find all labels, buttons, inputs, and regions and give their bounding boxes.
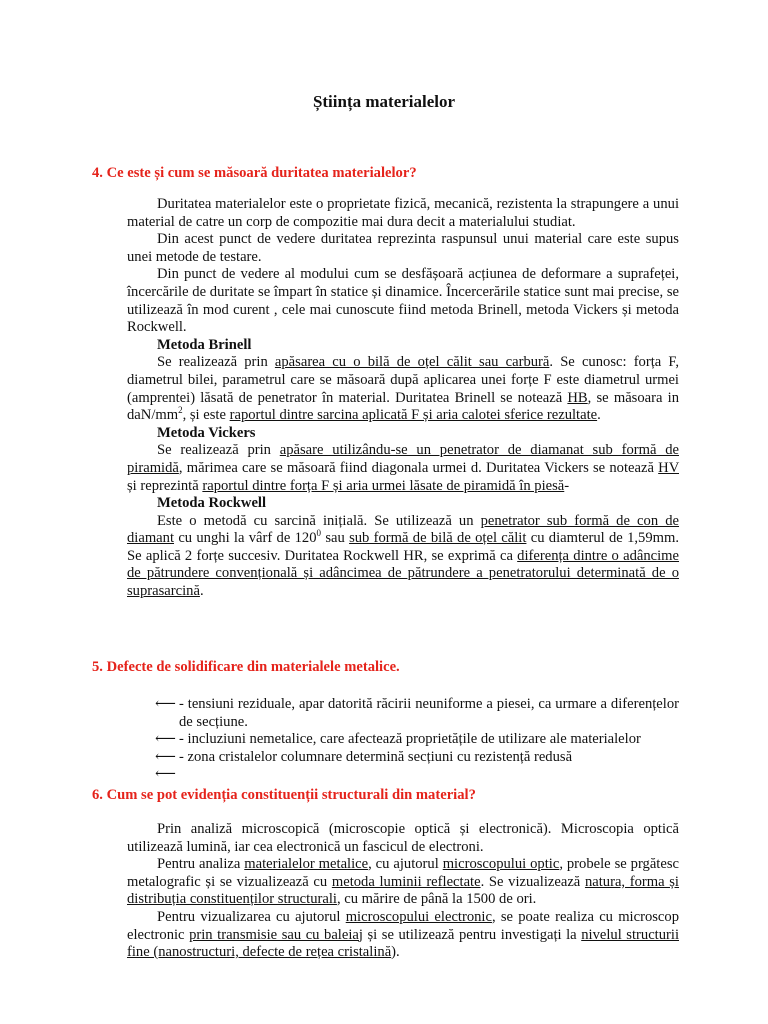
- section-4-body: [127, 196, 679, 601]
- left-arrow-icon: ⟵: [155, 748, 176, 765]
- paragraph: Din acest punct de vedere duritatea reprezinta raspunsul unui material care este supus unei metode de testare.: [127, 231, 679, 265]
- left-arrow-icon: ⟵: [155, 696, 176, 712]
- brinell-paragraph: Se realizează prin apăsarea cu o bilă de oțel călit sau carbură. Se cunosc: forța F, diametrul bilei, parametrul care se măsoară după aplicarea unei forțe F este diametrul urmei (amprentei) lăsată de penetrator în material. Duritatea Brinell se notează HB, se măsoara in daN/$mm^2$, și este raportul dintre sarcina aplicată F și aria calotei sferice rezultate.: [127, 354, 679, 424]
- brinell-subheading: Metoda Brinell: [157, 336, 252, 353]
- paragraph: Prin analiză microscopică (microscopie optică și electronică). Microscopia optică utilizează lumină, iar cea electronică un fascicul de electroni.: [127, 821, 679, 855]
- section-6-heading: 6. Cum se pot evidenția constituenții structurali din material?: [92, 787, 476, 803]
- section-6-body: [127, 821, 679, 962]
- section-5-heading: 5. Defecte de solidificare din materialele metalice.: [92, 659, 400, 675]
- list-item: ⟵ - incluziuni nemetalice, care afectează proprietățile de utilizare ale materialelor: [155, 731, 641, 748]
- electron-microscopy-paragraph: Pentru vizualizarea cu ajutorul microscopului electronic, se poate realiza cu microscop electronic prin transmisie sau cu baleiaj și se utilizează pentru investigați la nivelul structurii fine (nanostructuri, defecte de rețea cristalină).: [127, 908, 680, 961]
- rockwell-subheading: Metoda Rockwell: [157, 495, 267, 512]
- document-title: Știința materialelor: [312, 92, 456, 111]
- defects-list: [155, 696, 679, 784]
- vickers-subheading: Metoda Vickers: [157, 424, 256, 441]
- left-arrow-icon: ⟵: [155, 731, 176, 748]
- list-item: ⟵ - zona cristalelor columnare determină secțiuni cu rezistență redusă: [155, 748, 573, 765]
- optical-microscopy-paragraph: Pentru analiza materialelor metalice, cu ajutorul microscopului optic, probele se prgătesc metalografic și se vizualizează cu metoda luminii reflectate. Se vizualizează natura, forma și distribuția constituenților structurali, cu mărire de până la 1500 de ori.: [127, 856, 679, 908]
- paragraph: Duritatea materialelor este o proprietate fizică, mecanică, rezistenta la strapungere a unui material de catre un corp de compozitie mai dura decit a materialului studiat.: [127, 196, 679, 230]
- left-arrow-icon: ⟵: [155, 766, 176, 783]
- rockwell-paragraph: Este o metodă cu sarcină inițială. Se utilizează un penetrator sub formă de con de diamant cu unghi la vârf de $120^0$ sau sub formă de bilă de oțel călit cu diamterul de 1,59mm. Se aplică 2 forțe succesiv. Duritatea Rockwell HR, se exprimă ca diferența dintre o adâncime de pătrundere convențională și adâncimea de pătrundere a penetratorului determinată de o suprasarcină.: [127, 512, 680, 600]
- list-item: [155, 766, 679, 784]
- vickers-paragraph: Se realizează prin apăsare utilizându-se un penetrator de diamanat sub formă de piramidă, mărimea care se măsoară fiind diagonala urmei d. Duritatea Vickers se notează HV și reprezintă raportul dintre forța F și aria urmei lăsate de piramidă în piesă-: [127, 442, 679, 494]
- list-item: ⟵ - tensiuni reziduale, apar datorită răcirii neuniforme a piesei, ca urmare a diferențelor de secțiune.: [155, 696, 679, 730]
- paragraph: Din punct de vedere al modului cum se desfășoară acțiunea de deformare a suprafeței, încercările de duritate se împart în statice și dinamice. Încercerările statice sunt mai precise, se utilizează în mod curent , cele mai cunoscute fiind metoda Brinell, metoda Vickers și metoda Rockwell.: [127, 266, 679, 336]
- section-4-heading: 4. Ce este și cum se măsoară duritatea materialelor?: [92, 165, 417, 181]
